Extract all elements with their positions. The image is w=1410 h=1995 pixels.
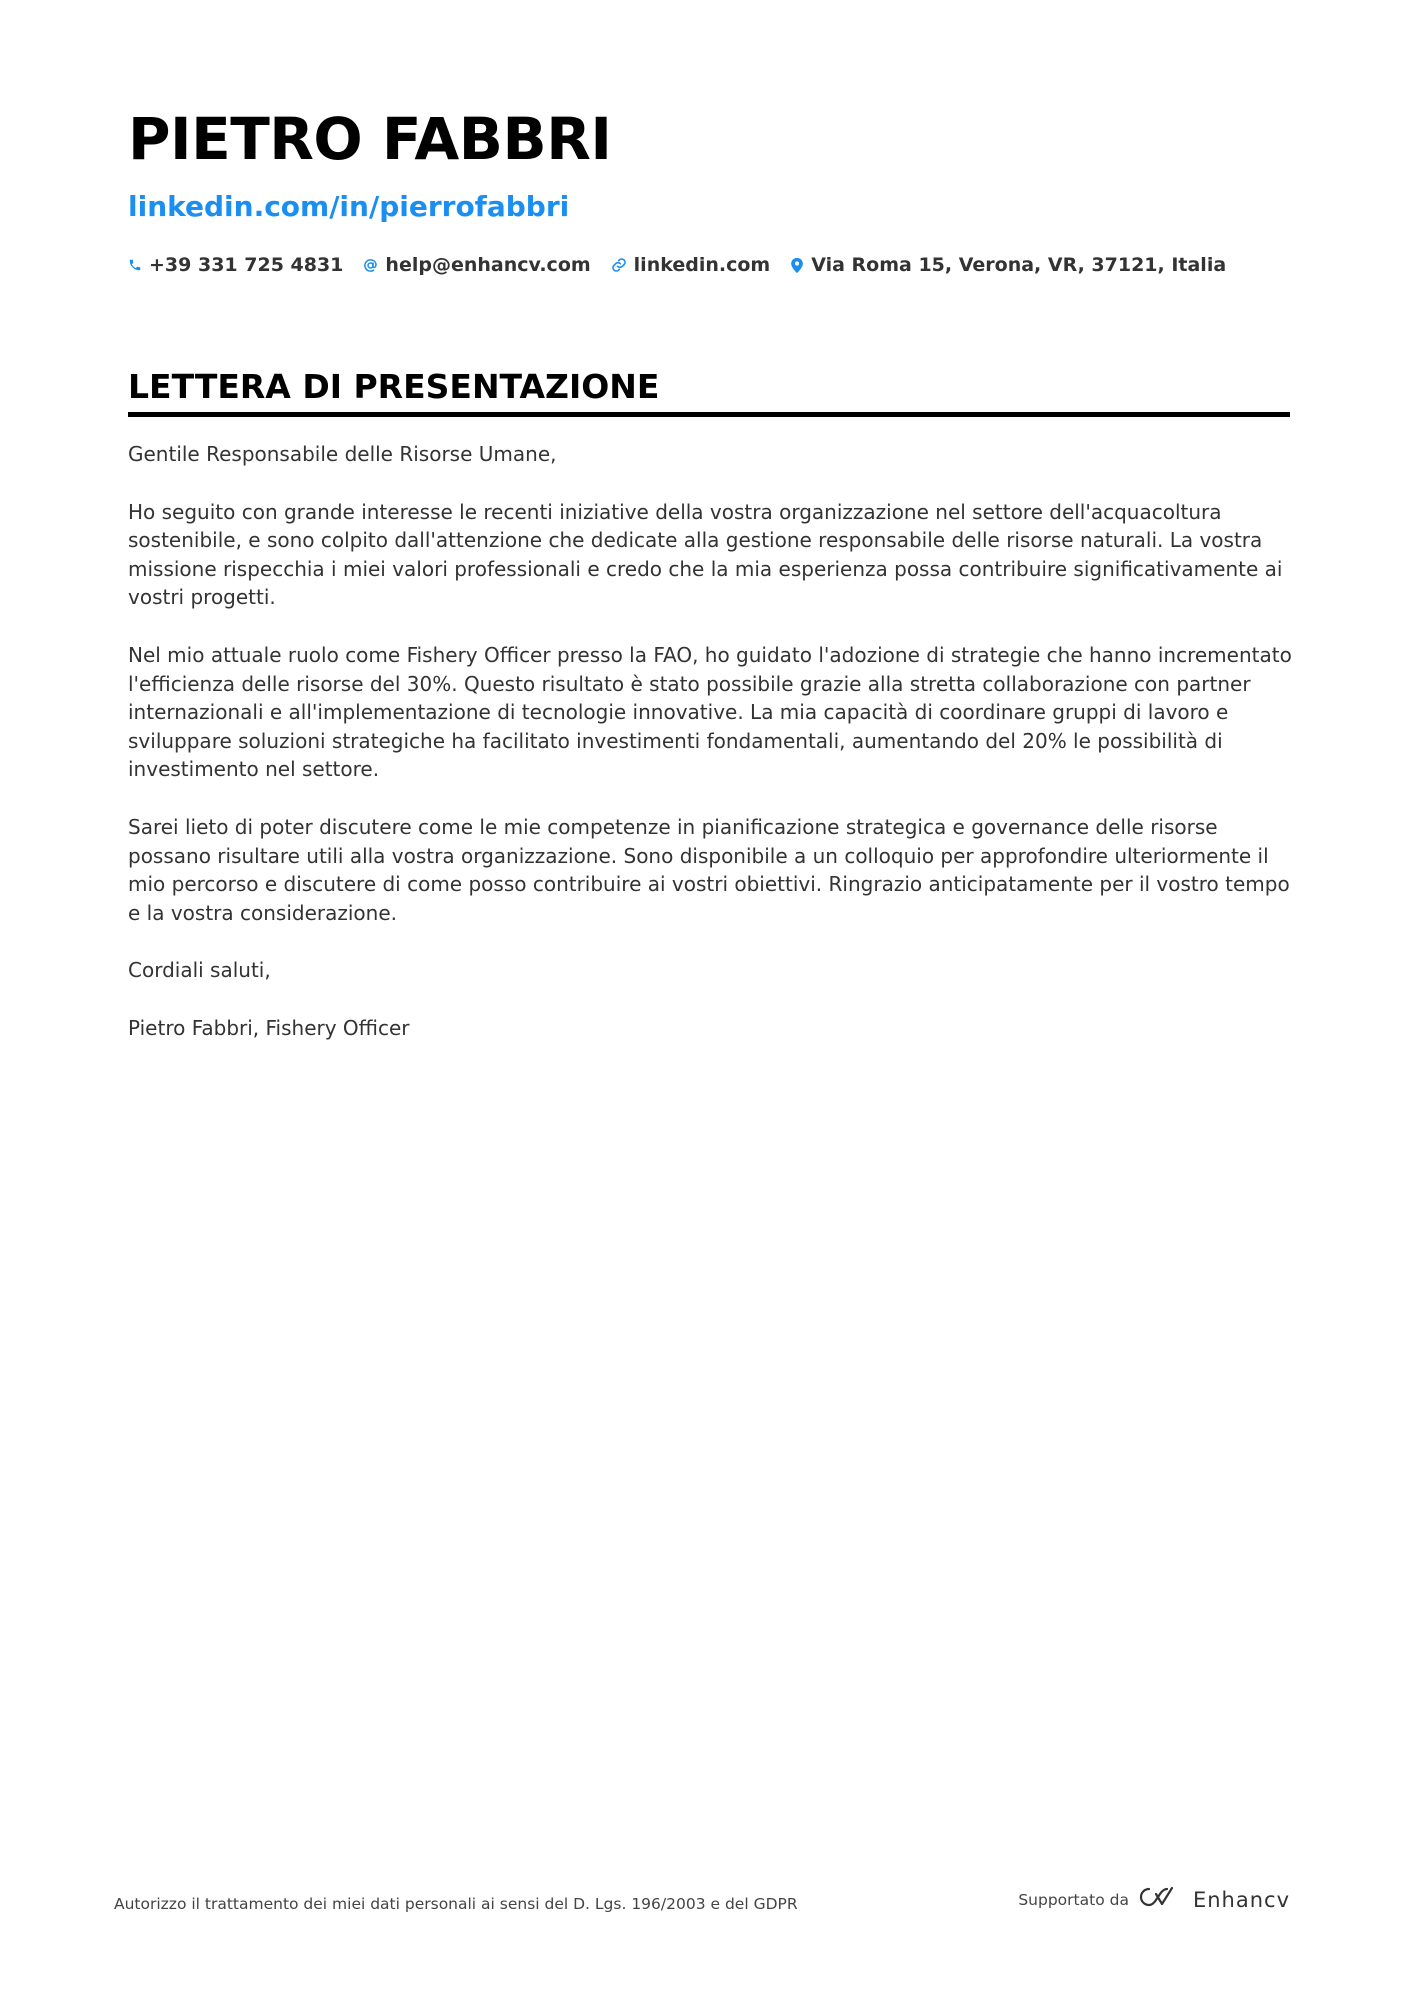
enhancv-logo-icon: [1139, 1886, 1185, 1913]
contact-email-text: help@enhancv.com: [385, 254, 591, 276]
contact-location-text: Via Roma 15, Verona, VR, 37121, Italia: [811, 254, 1227, 276]
letter-body: [128, 440, 1293, 1072]
candidate-headline: linkedin.com/in/pierrofabbri: [128, 190, 570, 223]
contact-link-text: linkedin.com: [633, 254, 771, 276]
letter-paragraph: Nel mio attuale ruolo come Fishery Officer presso la FAO, ho guidato l'adozione di strategie che hanno incrementato l'efficienza delle risorse del 30%. Questo risultato è stato possibile grazie alla stretta collaborazione con partner internazionali e all'implementazione di tecnologie innovative. La mia capacità di coordinare gruppi di lavoro e sviluppare soluzioni strategiche ha facilitato investimenti fondamentali, aumentando del 20% le possibilità di investimento nel settore.: [128, 642, 1292, 782]
letter-paragraph: Sarei lieto di poter discutere come le mie competenze in pianificazione strategica e governance delle risorse possano risultare utili alla vostra organizzazione. Sono disponibile a un colloquio per approfondire ulteriormente il mio percorso e discutere di come posso contribuire ai vostri obiettivi. Ringrazio anticipatamente per il vostro tempo e la vostra considerazione.: [128, 814, 1290, 925]
letter-closing: Cordiali saluti,: [128, 958, 271, 983]
at-icon: [363, 258, 378, 273]
contact-link[interactable]: [611, 254, 771, 276]
contact-bar: [128, 254, 1226, 276]
link-icon: [611, 257, 627, 273]
powered-by: [1018, 1886, 1290, 1913]
contact-phone: [128, 254, 343, 276]
phone-icon: [128, 258, 142, 272]
contact-phone-text: +39 331 725 4831: [149, 254, 344, 276]
letter-signature: Pietro Fabbri, Fishery Officer: [128, 1015, 410, 1040]
location-pin-icon: [790, 257, 804, 274]
consent-note: Autorizzo il trattamento dei miei dati personali ai sensi del D. Lgs. 196/2003 e del GDPR: [114, 1895, 798, 1913]
candidate-name: PIETRO FABBRI: [128, 105, 612, 173]
contact-location: [790, 254, 1226, 276]
contact-email[interactable]: [363, 254, 590, 276]
letter-greeting: Gentile Responsabile delle Risorse Umane,: [128, 442, 557, 466]
section-title: LETTERA DI PRESENTAZIONE: [128, 368, 1290, 417]
letter-paragraph: Ho seguito con grande interesse le recenti iniziative della vostra organizzazione nel settore dell'acquacoltura sostenibile, e sono colpito dall'attenzione che dedicate alla gestione responsabile delle risorse naturali. La vostra missione rispecchia i miei valori professionali e credo che la mia esperienza possa contribuire significativamente ai vostri progetti.: [128, 499, 1283, 610]
brand-name: Enhancv: [1192, 1887, 1290, 1912]
brand-logo[interactable]: [1139, 1886, 1290, 1913]
powered-by-label: Supportato da: [1018, 1890, 1129, 1909]
